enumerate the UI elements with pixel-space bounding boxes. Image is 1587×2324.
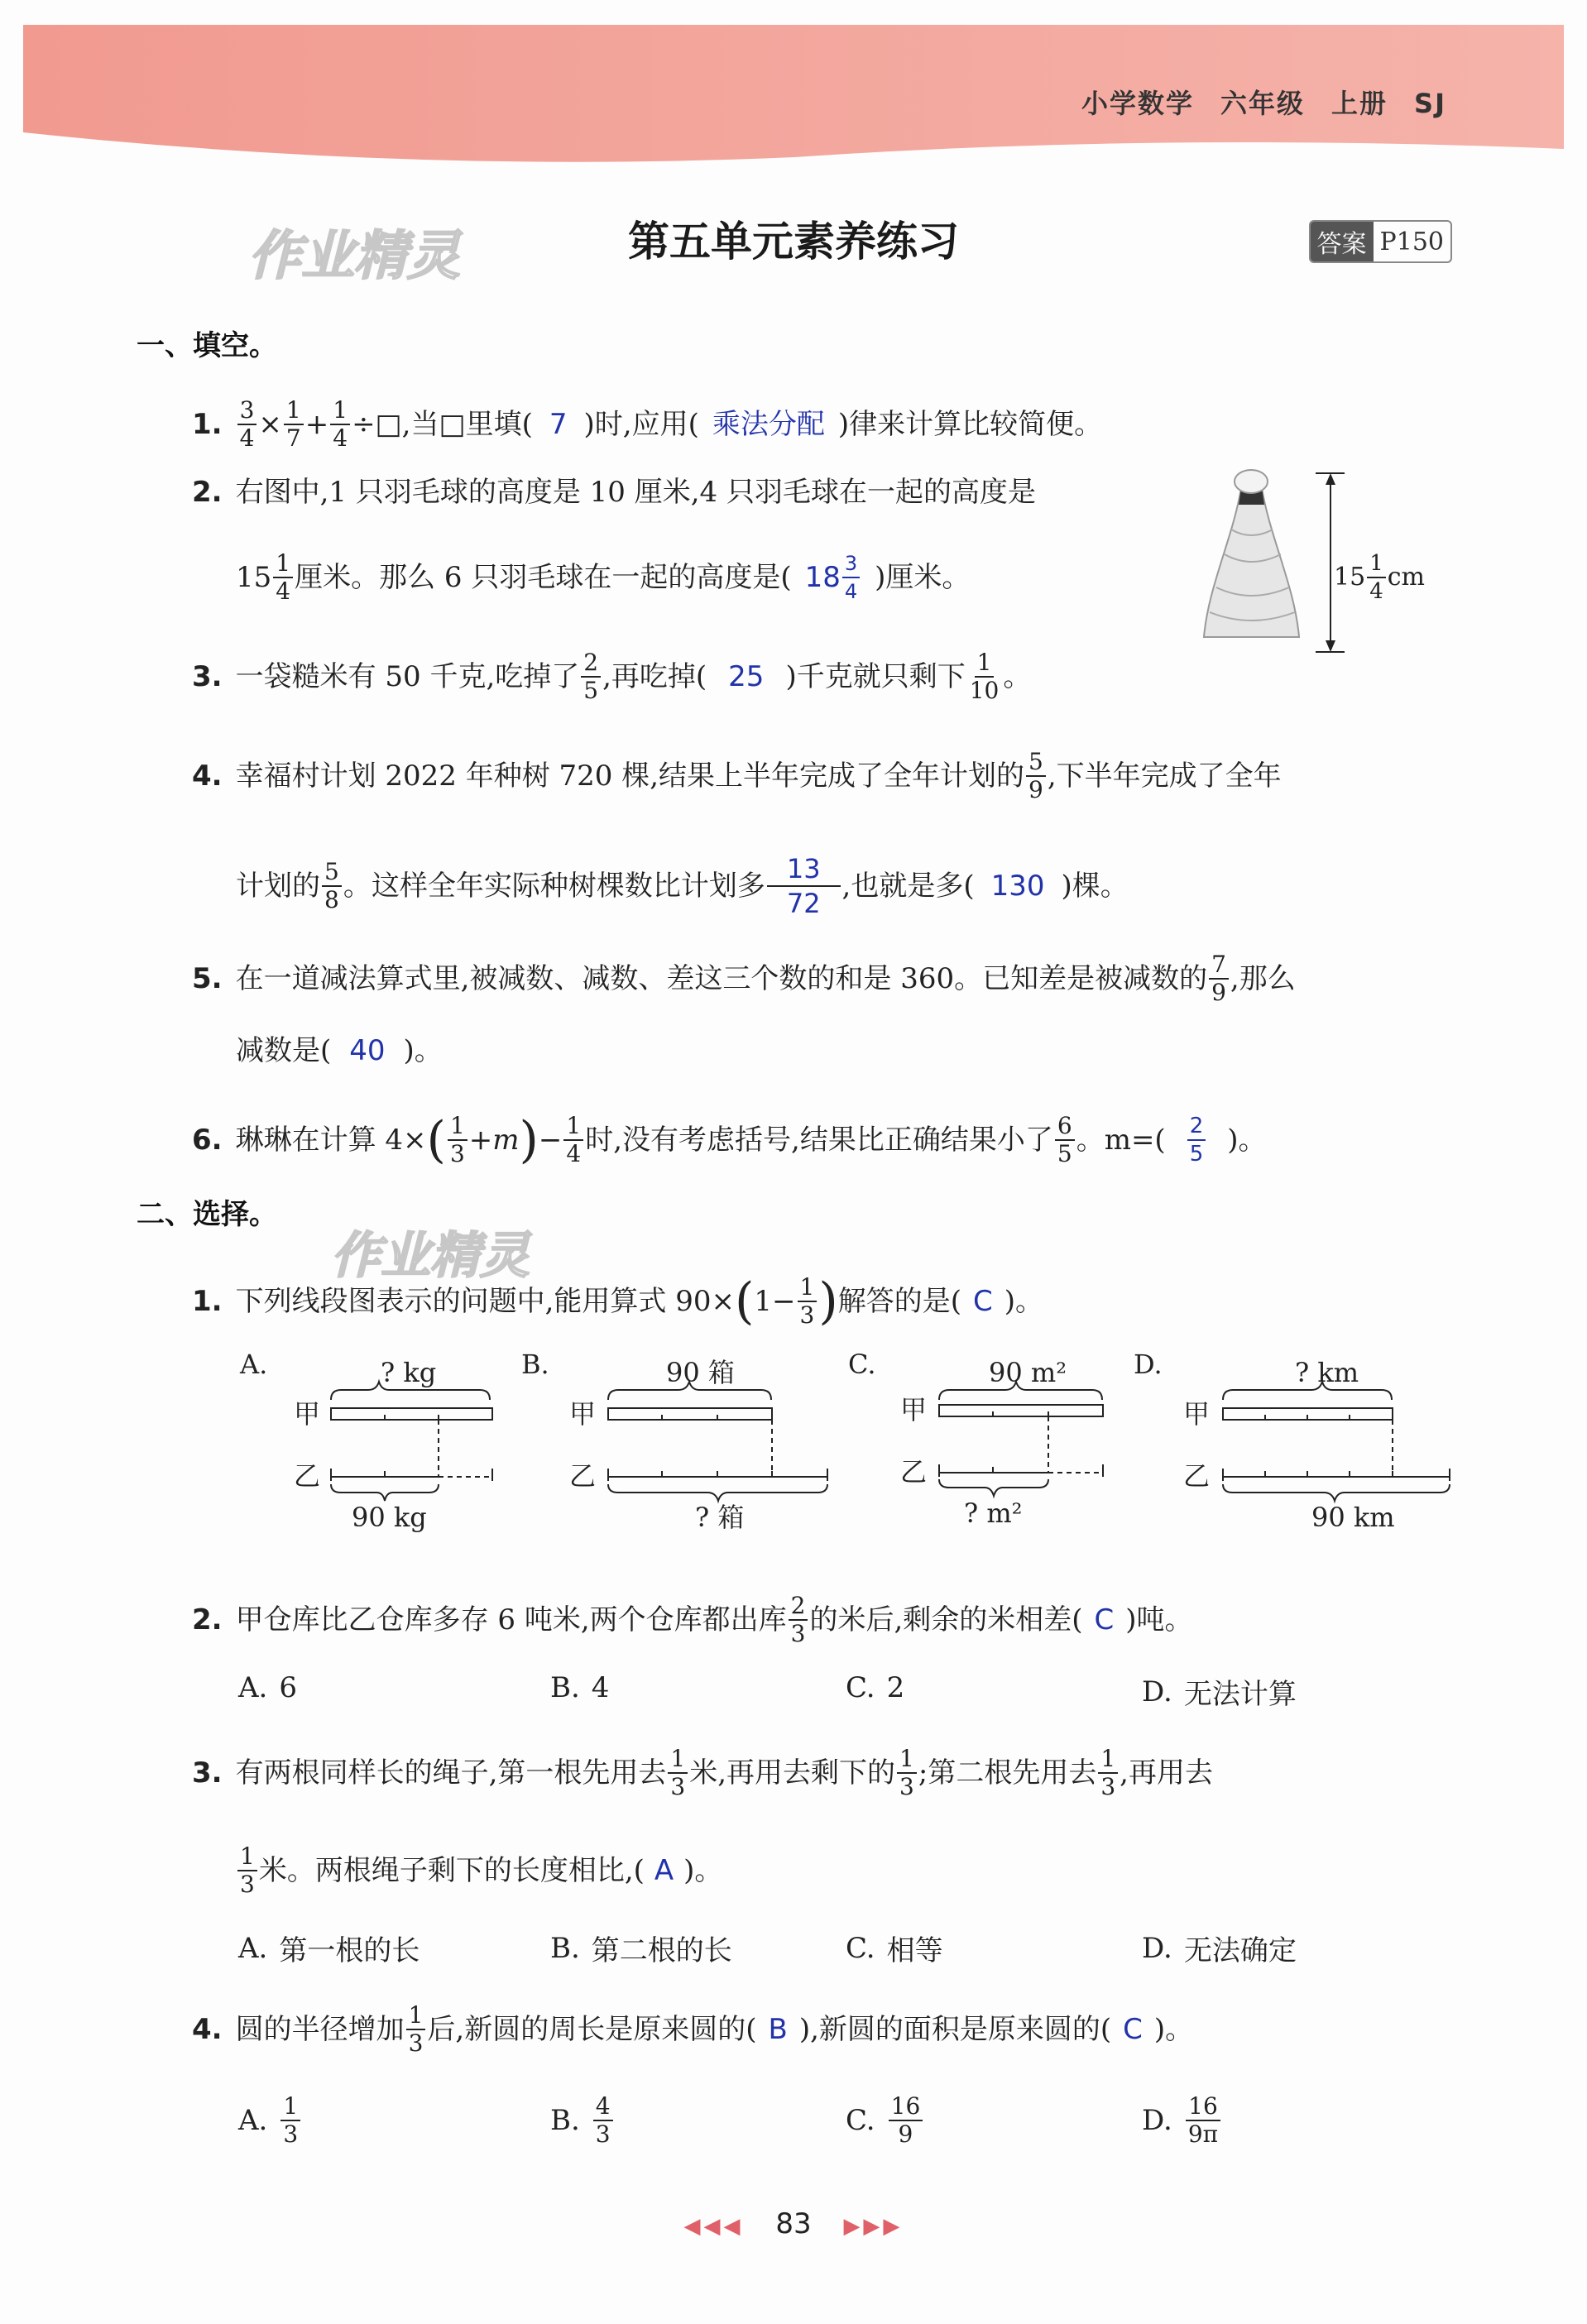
- q2-3-option-d: D. 无法确定: [1142, 1931, 1297, 1967]
- diagram-option-b: [521, 1349, 827, 1533]
- handwritten-answer: 72: [786, 888, 821, 919]
- q2-2-option-a: A. 6: [238, 1671, 298, 1704]
- question-1-1: 1. $\frac{3}{4}$ × $\frac{1}{7}$ + $\frac{1}{4}$ ÷□,当□里填( 7 )时,应用( 乘法分配 )律来计算比较简便。: [192, 396, 1103, 452]
- handwritten-answer: B: [768, 2013, 788, 2046]
- handwritten-answer: 13: [767, 852, 841, 887]
- shuttlecock-height-label: 15 1 4 cm: [1334, 551, 1425, 604]
- handwritten-answer: 40: [349, 1034, 386, 1067]
- question-2-2: 2. 甲仓库比乙仓库多存 6 吨米,两个仓库都出库 2 3 的米后,剩余的米相差( C )吨。: [192, 1592, 1193, 1647]
- diagram-a-yi: 乙: [294, 1460, 321, 1492]
- q2-3-option-b: B. 第二根的长: [550, 1931, 732, 1967]
- q2-3-option-c: C. 相等: [846, 1931, 943, 1967]
- handwritten-answer: 7: [549, 408, 568, 441]
- diagram-c-jia: 甲: [900, 1394, 928, 1426]
- diagram-c-bottom: ? m²: [964, 1497, 1023, 1529]
- question-1-5-line2: 减数是( 40 )。: [236, 1034, 443, 1067]
- question-1-6: 6. 琳琳在计算 4× ( 1 3 +m ) − $\frac{1}{4}$ 时,没有考虑括号,结果比正确结果小了 6 5 。m=( 2 5 )。: [192, 1111, 1267, 1169]
- question-1-4-line1: 4. 幸福村计划 2022 年种树 720 棵,结果上半年完成了全年计划的 5 9 ,下半年完成了全年: [192, 748, 1282, 803]
- diagram-b-yi: 乙: [569, 1460, 597, 1492]
- segment-diagrams: [232, 1332, 1456, 1539]
- book-volume: 上册: [1331, 88, 1388, 119]
- section-heading-fill: 一、填空。: [137, 329, 277, 362]
- handwritten-answer: C: [1123, 2013, 1143, 2046]
- left-arrows-icon: ◀◀◀: [683, 2214, 744, 2239]
- diagram-a-top: ? kg: [381, 1357, 437, 1388]
- question-1-3: 3. 一袋糙米有 50 千克,吃掉了 2 5 ,再吃掉( 25 )千克就只剩下 1 10 。: [192, 649, 1032, 704]
- diagram-a-label: A.: [240, 1349, 268, 1380]
- page-title: 第五单元素养练习: [628, 218, 959, 266]
- page-number-text: 83: [775, 2207, 812, 2240]
- handwritten-answer: C: [973, 1285, 993, 1318]
- book-subject: 小学数学: [1081, 88, 1195, 119]
- shuttlecock-icon: [1204, 470, 1299, 637]
- handwritten-answer: 18 3 4: [805, 550, 862, 605]
- q2-4-option-a: A. 1 3: [238, 2093, 302, 2148]
- book-grade: 六年级: [1220, 88, 1306, 119]
- right-arrows-icon: ▶▶▶: [843, 2214, 904, 2239]
- diagram-b-bottom: ? 箱: [695, 1502, 745, 1533]
- question-2-3-line2: 1 3 米。两根绳子剩下的长度相比,( A )。: [236, 1843, 722, 1898]
- diagram-b-label: B.: [521, 1349, 549, 1380]
- book-edition: SJ: [1414, 88, 1446, 119]
- watermark-logo: 作业精灵: [331, 1227, 530, 1285]
- question-1-5-line1: 5. 在一道减法算式里,被减数、减数、差这三个数的和是 360。已知差是被减数的 7 9 ,那么: [192, 951, 1296, 1006]
- diagram-a-bottom: 90 kg: [352, 1502, 427, 1533]
- question-1-4-line2: 计划的 5 8 。这样全年实际种树棵数比计划多 13 72 ,也就是多( 130 )棵。: [236, 853, 1129, 919]
- diagram-a-jia: 甲: [294, 1398, 321, 1430]
- handwritten-answer: A: [654, 1854, 674, 1887]
- q2-2-option-d: D. 无法计算: [1142, 1675, 1297, 1711]
- handwritten-answer: 2 5: [1187, 1113, 1206, 1167]
- diagram-option-d: [1134, 1349, 1450, 1533]
- diagram-b-jia: 甲: [569, 1398, 597, 1430]
- diagram-d-top: ? km: [1295, 1357, 1359, 1388]
- section-heading-choice: 二、选择。: [137, 1198, 277, 1231]
- q2-4-option-d: D. 16 9π: [1142, 2093, 1222, 2148]
- watermark-logo: 作业精灵: [248, 226, 460, 287]
- diagram-d-bottom: 90 km: [1311, 1502, 1395, 1533]
- diagram-option-a: [239, 1349, 492, 1533]
- diagram-d-label: D.: [1134, 1349, 1163, 1380]
- page-number: [0, 2207, 1587, 2240]
- diagram-d-jia: 甲: [1183, 1398, 1211, 1430]
- diagram-c-yi: 乙: [900, 1456, 928, 1488]
- handwritten-answer: 130: [990, 870, 1045, 903]
- answer-label: 答案: [1311, 222, 1374, 261]
- q2-3-option-a: A. 第一根的长: [238, 1931, 420, 1967]
- q2-4-option-c: C. 16 9: [846, 2093, 924, 2148]
- diagram-c-label: C.: [848, 1349, 876, 1380]
- question-2-3-line1: 3. 有两根同样长的绳子,第一根先用去 1 3 米,再用去剩下的 1 3 ;第二根先用去 1 3 ,再用去: [192, 1745, 1213, 1800]
- diagram-option-c: [848, 1349, 1103, 1529]
- answer-ref: [1309, 220, 1452, 263]
- q2-2-option-c: C. 2: [846, 1671, 905, 1704]
- handwritten-answer: C: [1094, 1603, 1115, 1636]
- question-2-1: 1. 下列线段图表示的问题中,能用算式 90× ( 1− $\frac{1}{3}$ ) 解答的是( C )。: [192, 1272, 1044, 1330]
- handwritten-answer: 乘法分配: [712, 408, 825, 441]
- diagram-c-top: 90 m²: [989, 1357, 1067, 1388]
- question-2-4: 4. 圆的半径增加 1 3 后,新圆的周长是原来圆的( B ),新圆的面积是原来圆的( C )。: [192, 2001, 1194, 2057]
- diagram-b-top: 90 箱: [666, 1357, 735, 1388]
- q2-2-option-b: B. 4: [550, 1671, 610, 1704]
- diagram-d-yi: 乙: [1183, 1460, 1211, 1492]
- handwritten-answer: 25: [728, 660, 765, 693]
- question-1-2-line2: 15 1 4 厘米。那么 6 只羽毛球在一起的高度是( 18 3 4 )厘米。: [236, 549, 971, 605]
- book-info: [1055, 83, 1446, 121]
- question-1-2-line1: 2. 右图中,1 只羽毛球的高度是 10 厘米,4 只羽毛球在一起的高度是: [192, 476, 1036, 509]
- answer-page: P150: [1379, 227, 1444, 256]
- q2-4-option-b: B. 4 3: [550, 2093, 615, 2148]
